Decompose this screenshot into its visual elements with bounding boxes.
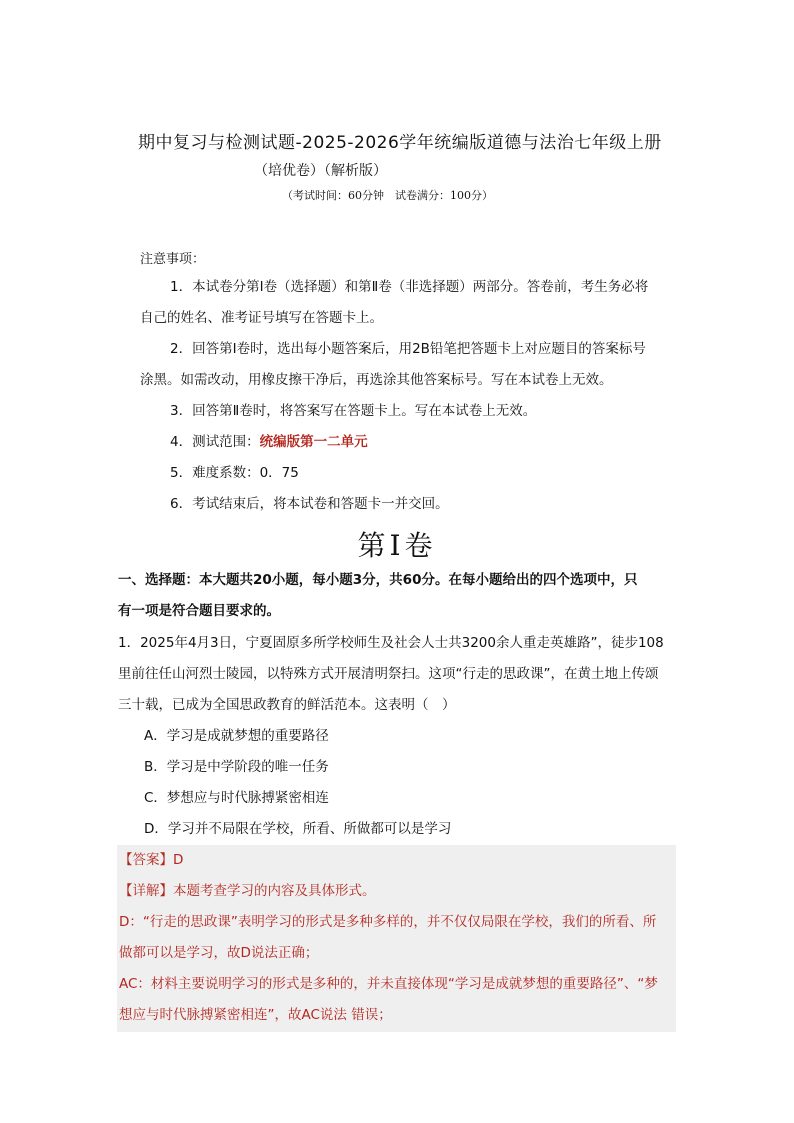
- answer-line: 【答案】D: [119, 852, 184, 868]
- explanation-ac-line-1: AC：材料主要说明学习的形式是多种的，并未直接体现“学习是成就梦想的重要路径”、“梦: [119, 976, 658, 992]
- notice-item-6: 6．考试结束后，将本试卷和答题卡一并交回。: [170, 496, 449, 512]
- notice-item-5: 5．难度系数：0．75: [170, 465, 299, 481]
- exam-info: （考试时间：60分钟 试卷满分：100分）: [282, 189, 493, 202]
- section-instructions-line-2: 有一项是符合题目要求的。: [118, 603, 280, 619]
- question-1-line-1: 1．2025年4月3日，宁夏固原多所学校师生及社会人士共3200余人重走英雄路”，徒步108: [118, 635, 664, 651]
- question-1-options: [144, 721, 451, 845]
- notice-item-2: 2．回答第Ⅰ卷时，选出每小题答案后，用2B铅笔把答题卡上对应题目的答案标号: [170, 341, 646, 357]
- notice-item-4-label: 4．测试范围：: [170, 434, 260, 450]
- section-instructions: [118, 565, 678, 627]
- notice-heading: 注意事项：: [140, 252, 206, 267]
- test-scope: 统编版第一二单元: [259, 434, 368, 450]
- notice-item-2-cont: 涂黑。如需改动，用橡皮擦干净后，再选涂其他答案标号。写在本试卷上无效。: [140, 372, 613, 388]
- explanation-ac-line-2: 想应与时代脉搏紧密相连”，故AC说法 错误；: [119, 1007, 392, 1023]
- document-title: 期中复习与检测试题-2025-2026学年统编版道德与法治七年级上册: [138, 133, 662, 153]
- option-a: A．学习是成就梦想的重要路径: [144, 728, 329, 744]
- question-1-line-3: 三十载，已成为全国思政教育的鲜活范本。这表明（ ）: [118, 697, 456, 713]
- explanation-d-line-2: 做都可以是学习，故D说法正确；: [119, 945, 319, 961]
- detail-line: 【详解】本题考查学习的内容及具体形式。: [119, 883, 376, 899]
- question-1-line-2: 里前往任山河烈士陵园，以特殊方式开展清明祭扫。这项“行走的思政课”，在黄土地上传颂: [118, 666, 659, 682]
- explanation-d-line-1: D：“行走的思政课”表明学习的形式是多种多样的，并不仅仅局限在学校，我们的所看、所: [119, 914, 657, 930]
- notice-list: [140, 272, 680, 520]
- notice-item-3: 3．回答第Ⅱ卷时，将答案写在答题卡上。写在本试卷上无效。: [170, 403, 537, 419]
- section-instructions-line-1: 一、选择题：本大题共20小题，每小题3分，共60分。在每小题给出的四个选项中，只: [118, 572, 638, 588]
- section-title: 第Ⅰ卷: [357, 529, 437, 562]
- answer-explanation: [119, 845, 675, 1031]
- option-b: B．学习是中学阶段的唯一任务: [144, 759, 329, 775]
- notice-item-1-cont: 自己的姓名、准考证号填写在答题卡上。: [140, 310, 383, 326]
- question-1-stem: [118, 628, 678, 721]
- notice-item-4: [140, 427, 680, 458]
- notice-item-1: 1．本试卷分第Ⅰ卷（选择题）和第Ⅱ卷（非选择题）两部分。答卷前，考生务必将: [170, 279, 649, 295]
- option-d: D．学习并不局限在学校，所看、所做都可以是学习: [144, 821, 452, 837]
- option-c: C．梦想应与时代脉搏紧密相连: [144, 790, 329, 806]
- document-subtitle: （培优卷）（解析版）: [254, 163, 387, 179]
